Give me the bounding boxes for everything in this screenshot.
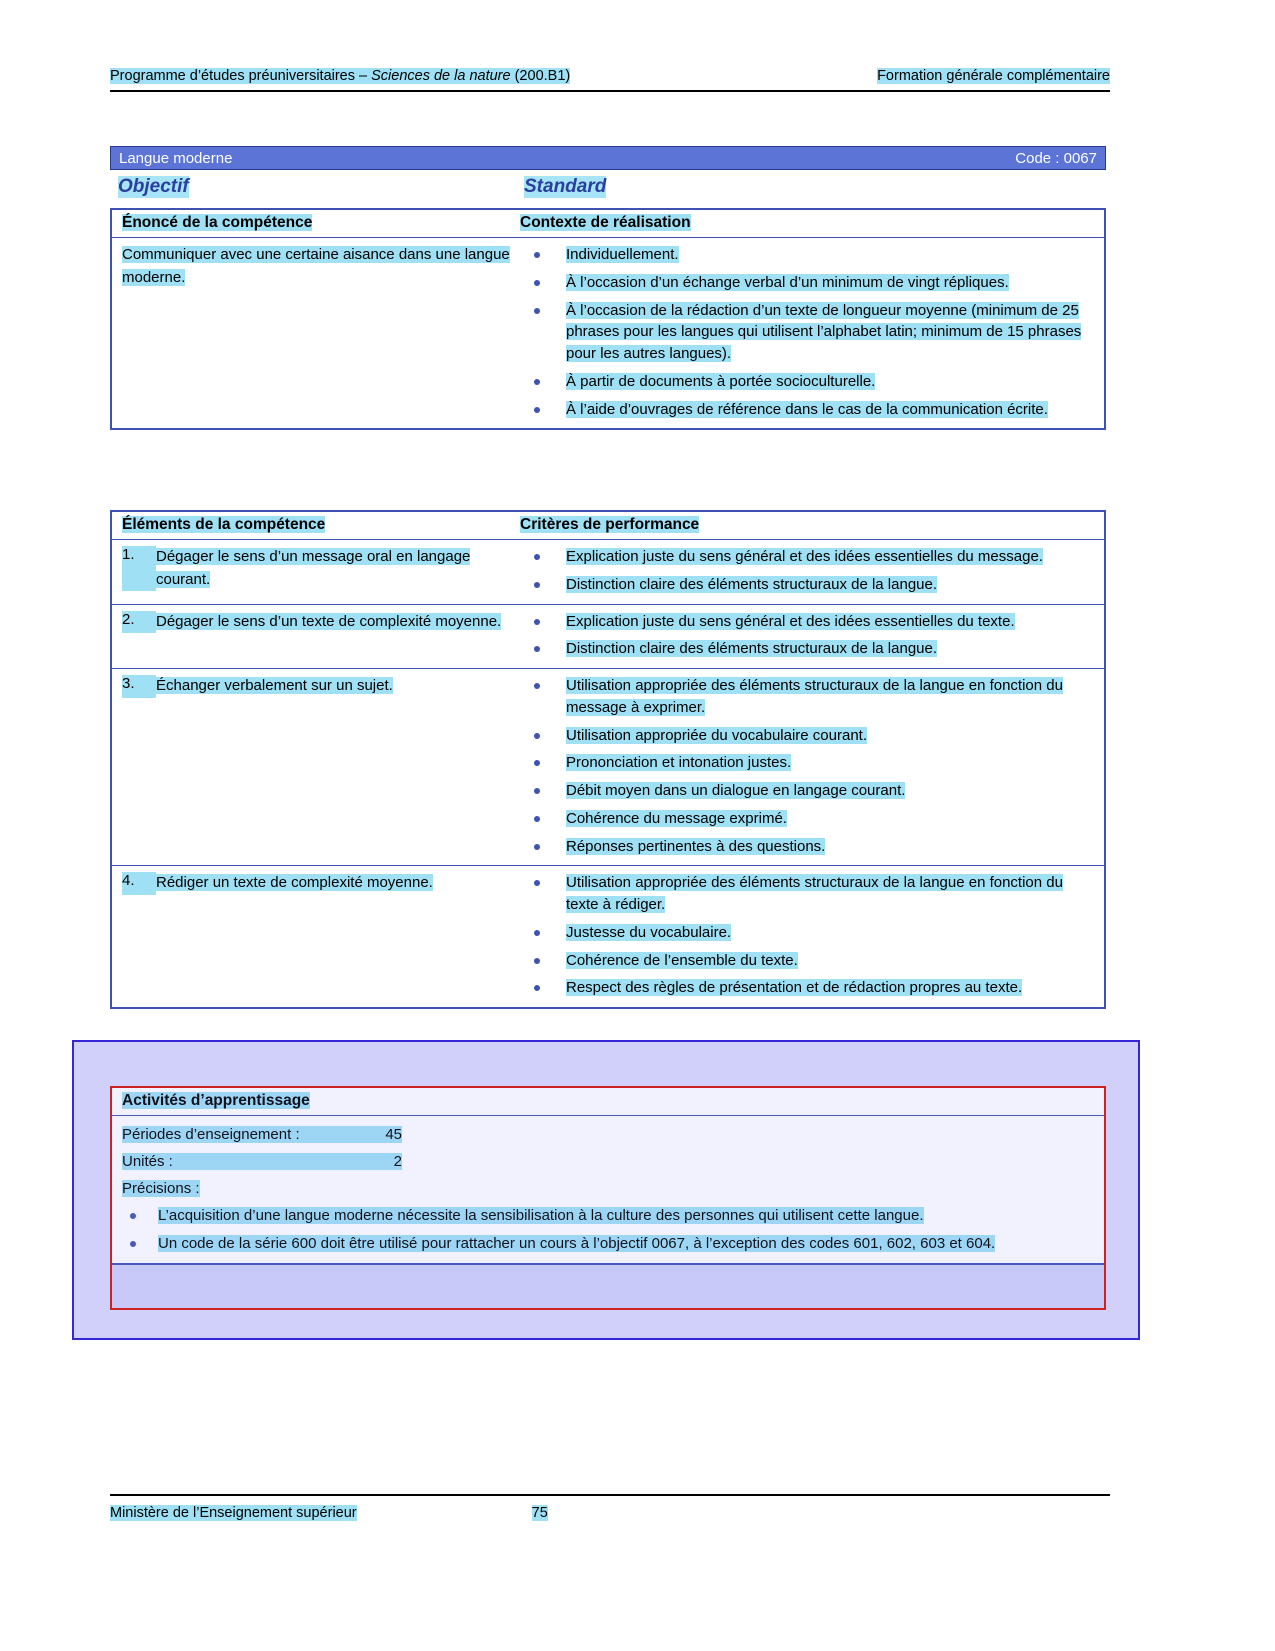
criteria-list	[520, 611, 1098, 661]
table2-header-right: Critères de performance	[520, 516, 700, 533]
precision-text: L’acquisition d’une langue moderne nécessite la sensibilisation à la culture des personnes qui utilisent cette langue.	[158, 1207, 924, 1224]
table-row	[112, 540, 1104, 605]
selection-region-inner	[110, 1086, 1106, 1310]
bullet-dot-icon	[534, 379, 540, 385]
competency-code: Code : 0067	[1015, 149, 1097, 167]
bullet-dot-icon	[534, 760, 540, 766]
precisions-label: Précisions :	[122, 1180, 200, 1197]
table-row	[112, 605, 1104, 670]
criterion-text: Prononciation et intonation justes.	[566, 754, 792, 772]
header-right: Formation générale complémentaire	[877, 68, 1110, 84]
bullet-dot-icon	[534, 930, 540, 936]
table1-competency-cell	[112, 238, 520, 428]
element-cell	[112, 866, 520, 1007]
objectif-label: Objectif	[118, 176, 189, 197]
bullet-dot-icon	[534, 308, 540, 314]
criterion-text: Distinction claire des éléments structuraux de la langue.	[566, 575, 938, 593]
bullet-dot-icon	[534, 958, 540, 964]
criterion-text: Justesse du vocabulaire.	[566, 923, 732, 941]
table1-header-left: Énoncé de la compétence	[122, 214, 313, 231]
list-item	[520, 371, 1098, 393]
list-item	[520, 752, 1098, 774]
bullet-dot-icon	[534, 407, 540, 413]
criterion-text: Réponses pertinentes à des questions.	[566, 837, 826, 855]
context-list	[520, 244, 1098, 420]
bullet-dot-icon	[534, 252, 540, 258]
criteria-cell	[520, 866, 1104, 1007]
element-number: 4.	[122, 872, 156, 895]
bullet-dot-icon	[534, 816, 540, 822]
bullet-dot-icon	[534, 733, 540, 739]
element-text: Rédiger un texte de complexité moyenne.	[156, 874, 433, 892]
list-item	[520, 638, 1098, 660]
table2-header-row	[112, 512, 1104, 540]
list-item	[520, 808, 1098, 830]
list-item	[520, 950, 1098, 972]
bullet-dot-icon	[534, 844, 540, 850]
element-text: Dégager le sens d’un texte de complexité moyenne.	[156, 612, 502, 630]
context-item-text: À l’occasion d’un échange verbal d’un minimum de vingt répliques.	[566, 273, 1009, 291]
context-item-text: À l’occasion de la rédaction d’un texte de longueur moyenne (minimum de 25 phrases pour les langues qui utilisent l’alphabet latin; minimum de 15 phrases pour les autres langues).	[566, 301, 1082, 362]
table1-content-row	[112, 238, 1104, 428]
competency-title-bar	[110, 146, 1106, 170]
criteria-cell	[520, 669, 1104, 865]
page-footer	[110, 1505, 1110, 1521]
units-value: 2	[312, 1153, 402, 1170]
competency-statement-table	[110, 208, 1106, 430]
periods-label: Périodes d’enseignement :	[122, 1126, 312, 1143]
criteria-cell	[520, 540, 1104, 604]
element-number: 3.	[122, 675, 156, 698]
list-item	[520, 675, 1098, 719]
element-text: Échanger verbalement sur un sujet.	[156, 677, 393, 694]
context-item-text: À partir de documents à portée socioculturelle.	[566, 372, 876, 390]
header-left-code: (200.B1)	[510, 68, 571, 84]
periods-value: 45	[312, 1126, 402, 1143]
bullet-dot-icon	[534, 683, 540, 689]
context-item-text: À l’aide d’ouvrages de référence dans le cas de la communication écrite.	[566, 400, 1048, 418]
units-label: Unités :	[122, 1153, 312, 1170]
page-header	[110, 68, 1110, 84]
table1-header-row	[112, 210, 1104, 238]
activities-title: Activités d’apprentissage	[122, 1092, 310, 1109]
element-text: Dégager le sens d’un message oral en langage courant.	[156, 548, 471, 588]
competency-statement-text: Communiquer avec une certaine aisance dans une langue moderne.	[122, 246, 510, 286]
competency-title: Langue moderne	[119, 149, 233, 167]
header-divider	[110, 90, 1110, 92]
footer-ministry: Ministère de l’Enseignement supérieur	[110, 1505, 357, 1521]
list-item	[520, 272, 1098, 294]
table-row	[112, 669, 1104, 866]
element-cell	[112, 540, 520, 604]
list-item	[520, 872, 1098, 916]
criterion-text: Cohérence du message exprimé.	[566, 809, 787, 827]
competency-elements-table	[110, 510, 1106, 1009]
element-cell	[112, 669, 520, 865]
list-item	[520, 725, 1098, 747]
bullet-dot-icon	[534, 646, 540, 652]
criteria-list	[520, 872, 1098, 999]
bullet-dot-icon	[534, 788, 540, 794]
list-item	[520, 300, 1098, 365]
criterion-text: Utilisation appropriée du vocabulaire courant.	[566, 726, 868, 744]
list-item	[520, 977, 1098, 999]
bullet-dot-icon	[534, 985, 540, 991]
list-item	[520, 244, 1098, 266]
element-number: 2.	[122, 611, 156, 634]
bullet-dot-icon	[534, 582, 540, 588]
list-item	[520, 780, 1098, 802]
footer-page-number: 75	[531, 1505, 548, 1521]
context-item-text: Individuellement.	[566, 246, 679, 263]
bullet-dot-icon	[534, 619, 540, 625]
criteria-list	[520, 675, 1098, 857]
table1-context-cell	[520, 238, 1104, 428]
footer-divider	[110, 1494, 1110, 1496]
standard-label: Standard	[524, 176, 607, 197]
list-item	[520, 922, 1098, 944]
criterion-text: Distinction claire des éléments structuraux de la langue.	[566, 640, 938, 658]
header-left	[110, 68, 570, 84]
table1-header-right: Contexte de réalisation	[520, 214, 691, 231]
list-item	[520, 611, 1098, 633]
header-left-plain: Programme d’études préuniversitaires –	[110, 68, 372, 84]
criterion-text: Cohérence de l’ensemble du texte.	[566, 951, 798, 969]
criterion-text: Explication juste du sens général et des idées essentielles du message.	[566, 548, 1043, 565]
element-number: 1.	[122, 546, 156, 591]
list-item	[520, 399, 1098, 421]
list-item	[520, 574, 1098, 596]
criterion-text: Utilisation appropriée des éléments structuraux de la langue en fonction du texte à rédiger.	[566, 874, 1063, 913]
criteria-cell	[520, 605, 1104, 669]
criteria-list	[520, 546, 1098, 596]
list-item	[520, 836, 1098, 858]
bullet-dot-icon	[534, 880, 540, 886]
precision-text: Un code de la série 600 doit être utilisé pour rattacher un cours à l’objectif 0067, à l’exception des codes 601, 602, 603 et 604.	[158, 1234, 996, 1252]
table2-header-left: Éléments de la compétence	[122, 516, 326, 533]
header-left-italic: Sciences de la nature	[371, 68, 511, 84]
criterion-text: Respect des règles de présentation et de rédaction propres au texte.	[566, 979, 1023, 997]
criterion-text: Explication juste du sens général et des idées essentielles du texte.	[566, 612, 1015, 630]
bullet-dot-icon	[534, 280, 540, 286]
criterion-text: Débit moyen dans un dialogue en langage courant.	[566, 782, 906, 799]
list-item	[520, 546, 1098, 568]
table-row	[112, 866, 1104, 1007]
criterion-text: Utilisation appropriée des éléments structuraux de la langue en fonction du message à exprimer.	[566, 677, 1063, 716]
element-cell	[112, 605, 520, 669]
bullet-dot-icon	[534, 554, 540, 560]
